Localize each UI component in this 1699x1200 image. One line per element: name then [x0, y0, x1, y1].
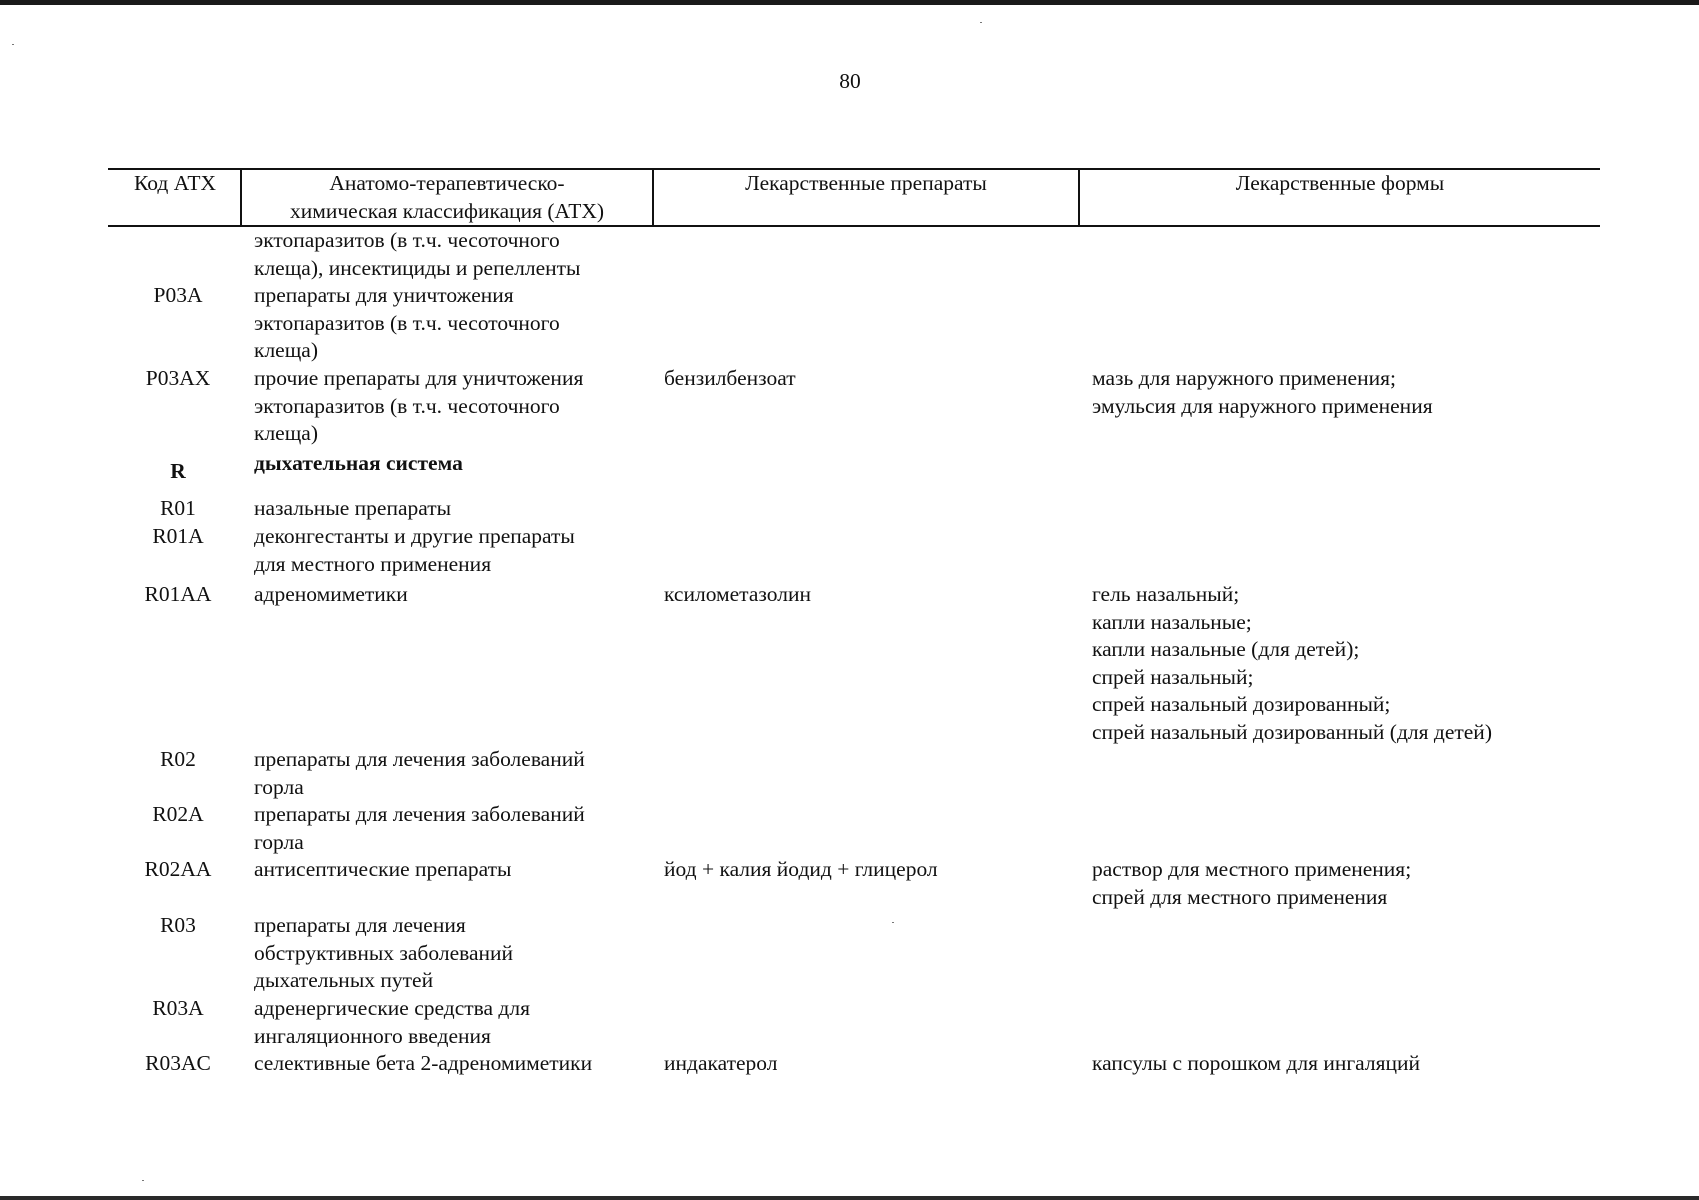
atc-classification-line: селективные бета 2-адреномиметики: [254, 1051, 593, 1075]
atc-classification-line: горла: [254, 829, 304, 854]
drug-name: [664, 1050, 1084, 1078]
dosage-forms-line: спрей назальный дозированный (для детей): [1092, 719, 1492, 744]
atc-classification: [254, 227, 654, 282]
atc-classification-line: дыхательная система: [254, 451, 463, 475]
page-number: 80: [839, 69, 861, 93]
drug-name-line: индакатерол: [664, 1051, 778, 1075]
atc-classification-line: адреномиметики: [254, 582, 408, 606]
dosage-forms-line: спрей назальный;: [1092, 664, 1254, 689]
header-drugs: Лекарственные препараты: [745, 171, 987, 195]
atc-classification-line: эктопаразитов (в т.ч. чесоточного: [254, 228, 560, 252]
dosage-forms-line: спрей назальный дозированный;: [1092, 692, 1391, 716]
atc-classification-line: клеща): [254, 421, 318, 445]
header-classification-line: химическая классификация (АТХ): [289, 198, 605, 223]
atc-code: R02: [160, 747, 196, 771]
drug-name: [664, 365, 1084, 393]
dosage-forms-line: раствор для местного применения;: [1092, 857, 1412, 881]
drug-name-line: бензилбензоат: [664, 366, 796, 390]
drug-name-line: ксилометазолин: [664, 582, 811, 606]
atc-classification-line: ингаляционного введения: [254, 1023, 491, 1048]
atc-classification: [254, 365, 654, 448]
scan-speck: [980, 22, 982, 23]
drug-name: [664, 856, 1084, 884]
atc-classification: [254, 581, 654, 609]
atc-code: R03A: [152, 996, 204, 1020]
atc-code: R01: [160, 496, 196, 520]
dosage-forms-line: капли назальные;: [1092, 609, 1252, 634]
header-classification: [242, 170, 652, 225]
atc-code: R02A: [152, 802, 204, 826]
atc-classification: [254, 495, 654, 523]
atc-code: R02AA: [144, 857, 212, 881]
scan-border-top: [0, 0, 1699, 5]
atc-classification: [254, 282, 654, 365]
atc-code: P03AX: [145, 366, 211, 390]
atc-code: R03: [160, 913, 196, 937]
atc-classification-line: препараты для лечения заболеваний: [254, 747, 585, 771]
atc-classification-line: эктопаразитов (в т.ч. чесоточного: [254, 310, 560, 335]
dosage-forms-line: капли назальные (для детей);: [1092, 637, 1360, 661]
scan-speck: [12, 44, 14, 45]
atc-classification: [254, 912, 654, 995]
header-classification-line: Анатомо-терапевтическо-: [329, 171, 565, 195]
atc-classification-line: деконгестанты и другие препараты: [254, 524, 575, 548]
atc-classification-line: обструктивных заболеваний: [254, 940, 514, 965]
dosage-forms-line: спрей для местного применения: [1092, 884, 1388, 909]
dosage-forms: [1092, 856, 1652, 911]
atc-classification-line: эктопаразитов (в т.ч. чесоточного: [254, 393, 560, 418]
header-forms: Лекарственные формы: [1235, 171, 1445, 195]
atc-classification-line: горла: [254, 774, 304, 799]
dosage-forms-line: гель назальный;: [1092, 582, 1240, 606]
atc-classification-line: клеща), инсектициды и репелленты: [254, 255, 581, 280]
dosage-forms: [1092, 581, 1652, 746]
atc-code: R01AA: [144, 582, 212, 606]
atc-classification: [254, 995, 654, 1050]
atc-classification-line: клеща): [254, 338, 318, 362]
atc-classification-line: назальные препараты: [254, 496, 452, 520]
header-code: Код АТХ: [133, 171, 216, 195]
scan-speck: [142, 1180, 144, 1181]
atc-code: P03A: [153, 283, 203, 307]
atc-classification-line: для местного применения: [254, 551, 492, 576]
atc-classification-line: адренергические средства для: [254, 996, 530, 1020]
atc-classification-line: препараты для уничтожения: [254, 283, 514, 307]
atc-classification: [254, 1050, 654, 1078]
atc-classification: [254, 856, 654, 884]
atc-classification-line: дыхательных путей: [254, 968, 434, 992]
atc-classification: [254, 746, 654, 801]
dosage-forms: [1092, 1050, 1652, 1078]
dosage-forms-line: капсулы с порошком для ингаляций: [1092, 1051, 1421, 1075]
atc-code: R: [170, 459, 186, 483]
atc-classification-line: прочие препараты для уничтожения: [254, 366, 584, 390]
atc-classification-line: препараты для лечения заболеваний: [254, 802, 585, 826]
scan-border-bottom: [0, 1196, 1699, 1200]
drug-name-line: йод + калия йодид + глицерол: [664, 857, 938, 881]
dosage-forms-line: мазь для наружного применения;: [1092, 366, 1396, 390]
atc-classification: [254, 801, 654, 856]
atc-classification-line: антисептические препараты: [254, 857, 512, 881]
dosage-forms: [1092, 365, 1652, 420]
dosage-forms-line: эмульсия для наружного применения: [1092, 393, 1433, 418]
atc-classification-line: препараты для лечения: [254, 913, 466, 937]
scan-speck: [892, 922, 894, 923]
atc-code: R03AC: [145, 1051, 211, 1075]
drug-name: [664, 581, 1084, 609]
atc-classification: [254, 450, 654, 478]
atc-code: R01A: [152, 524, 204, 548]
atc-classification: [254, 523, 654, 578]
